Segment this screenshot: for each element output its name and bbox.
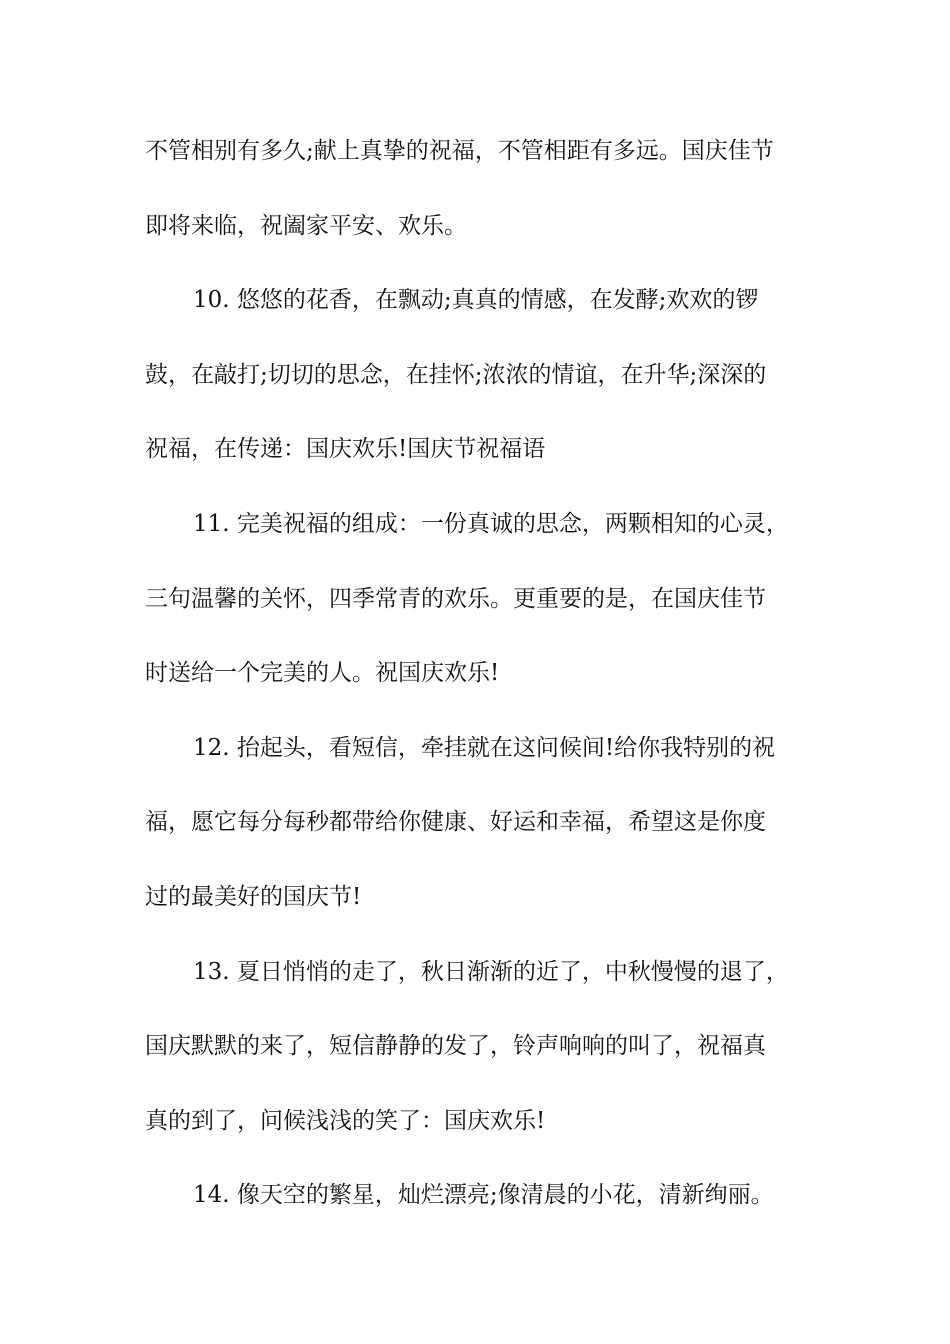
- text-line: 10. 悠悠的花香，在飘动;真真的情感，在发酵;欢欢的锣: [193, 287, 759, 313]
- text-line: 福，愿它每分每秒都带给你健康、好运和幸福，希望这是你度: [145, 809, 766, 835]
- text-line: 真的到了，问候浅浅的笑了：国庆欢乐!: [145, 1108, 546, 1134]
- text-line: 祝福，在传递：国庆欢乐!国庆节祝福语: [145, 436, 546, 462]
- text-line: 三句温馨的关怀，四季常青的欢乐。更重要的是，在国庆佳节: [145, 586, 766, 612]
- text-line: 不管相别有多久;献上真挚的祝福，不管相距有多远。国庆佳节: [145, 138, 774, 164]
- text-line: 11. 完美祝福的组成：一份真诚的思念，两颗相知的心灵，: [193, 511, 789, 537]
- text-line: 13. 夏日悄悄的走了，秋日渐渐的近了，中秋慢慢的退了，: [193, 959, 789, 985]
- text-line: 过的最美好的国庆节!: [145, 884, 362, 910]
- text-line: 12. 抬起头，看短信，牵挂就在这问候间!给你我特别的祝: [193, 735, 776, 761]
- text-line: 14. 像天空的繁星，灿烂漂亮;像清晨的小花，清新绚丽。: [193, 1182, 774, 1208]
- text-line: 鼓，在敲打;切切的思念，在挂怀;浓浓的情谊，在升华;深深的: [145, 362, 767, 388]
- text-line: 国庆默默的来了，短信静静的发了，铃声响响的叫了，祝福真: [145, 1033, 766, 1059]
- text-line: 时送给一个完美的人。祝国庆欢乐!: [145, 660, 500, 686]
- text-line: 即将来临，祝阖家平安、欢乐。: [145, 213, 467, 239]
